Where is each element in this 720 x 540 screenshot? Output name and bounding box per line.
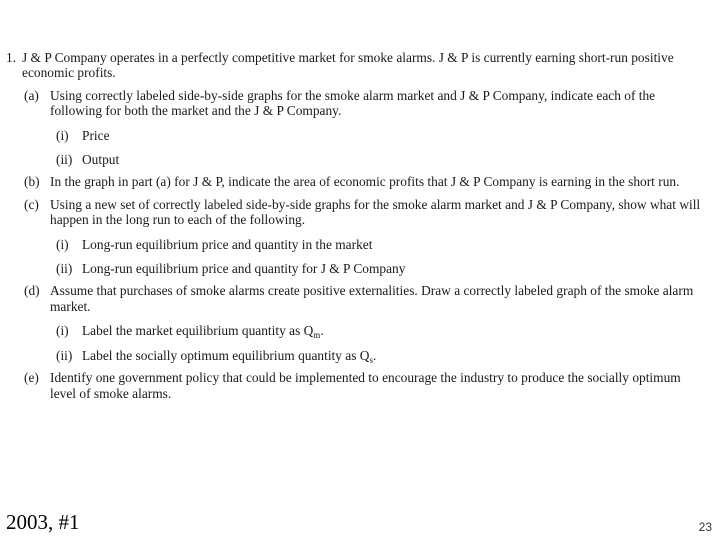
sub-text-main: Label the market equilibrium quantity as Q	[82, 323, 314, 339]
question-intro	[6, 50, 706, 81]
question-number: 1.	[6, 50, 17, 65]
sub-label: (i)	[56, 323, 69, 339]
part-a-sub-i	[56, 128, 706, 143]
part-b	[24, 174, 706, 189]
part-d-label: (d)	[24, 283, 40, 299]
part-b-text: In the graph in part (a) for J & P, indicate the area of economic profits that J & P Company is earning in the short run.	[50, 174, 680, 190]
sub-text: Output	[82, 152, 120, 168]
part-b-label: (b)	[24, 174, 40, 190]
part-a-text: Using correctly labeled side-by-side graphs for the smoke alarm market and J & P Company, indicate each of the following for both the market and the J & P Company.	[50, 87, 656, 119]
sub-label: (i)	[56, 236, 69, 252]
sub-text-end: .	[320, 323, 324, 339]
year-label: 2003, #1	[6, 510, 80, 534]
subscript-m: m	[313, 330, 321, 341]
part-d-sub-i	[56, 323, 706, 341]
sub-label: (ii)	[56, 261, 73, 277]
sub-label: (ii)	[56, 152, 73, 168]
part-e-label: (e)	[24, 370, 39, 386]
part-d-sub-ii	[56, 348, 706, 363]
part-c	[24, 197, 706, 228]
subscript-s: s	[369, 354, 373, 365]
part-a	[24, 88, 706, 119]
sub-text: Price	[82, 127, 110, 143]
part-c-sub-i	[56, 237, 706, 252]
part-a-sub-ii	[56, 152, 706, 167]
part-e	[24, 370, 706, 401]
page-number: 23	[698, 520, 712, 534]
sub-text	[82, 348, 706, 363]
part-e-text: Identify one government policy that could be implemented to encourage the industry to produce the socially optimum level of smoke alarms.	[50, 370, 681, 401]
part-a-label: (a)	[24, 87, 39, 103]
question-document	[6, 50, 706, 401]
sub-label: (i)	[56, 127, 69, 143]
part-d	[24, 283, 706, 314]
sub-text-end: .	[373, 347, 377, 363]
part-c-text: Using a new set of correctly labeled side-by-side graphs for the smoke alarm market and J & P Company, show what will happen in the long run to each of the following.	[50, 196, 701, 228]
part-c-label: (c)	[24, 196, 39, 212]
part-d-text: Assume that purchases of smoke alarms create positive externalities. Draw a correctly labeled graph of the smoke alarm market.	[50, 283, 694, 314]
sub-text	[82, 323, 706, 341]
part-c-sub-ii	[56, 261, 706, 276]
sub-text-main: Label the socially optimum equilibrium quantity as Q	[82, 347, 370, 363]
sub-text: Long-run equilibrium price and quantity in the market	[82, 236, 373, 252]
sub-text: Long-run equilibrium price and quantity for J & P Company	[82, 261, 406, 277]
question-intro-text: J & P Company operates in a perfectly competitive market for smoke alarms. J & P is currently earning short-run positive economic profits.	[22, 50, 674, 81]
sub-label: (ii)	[56, 347, 73, 363]
